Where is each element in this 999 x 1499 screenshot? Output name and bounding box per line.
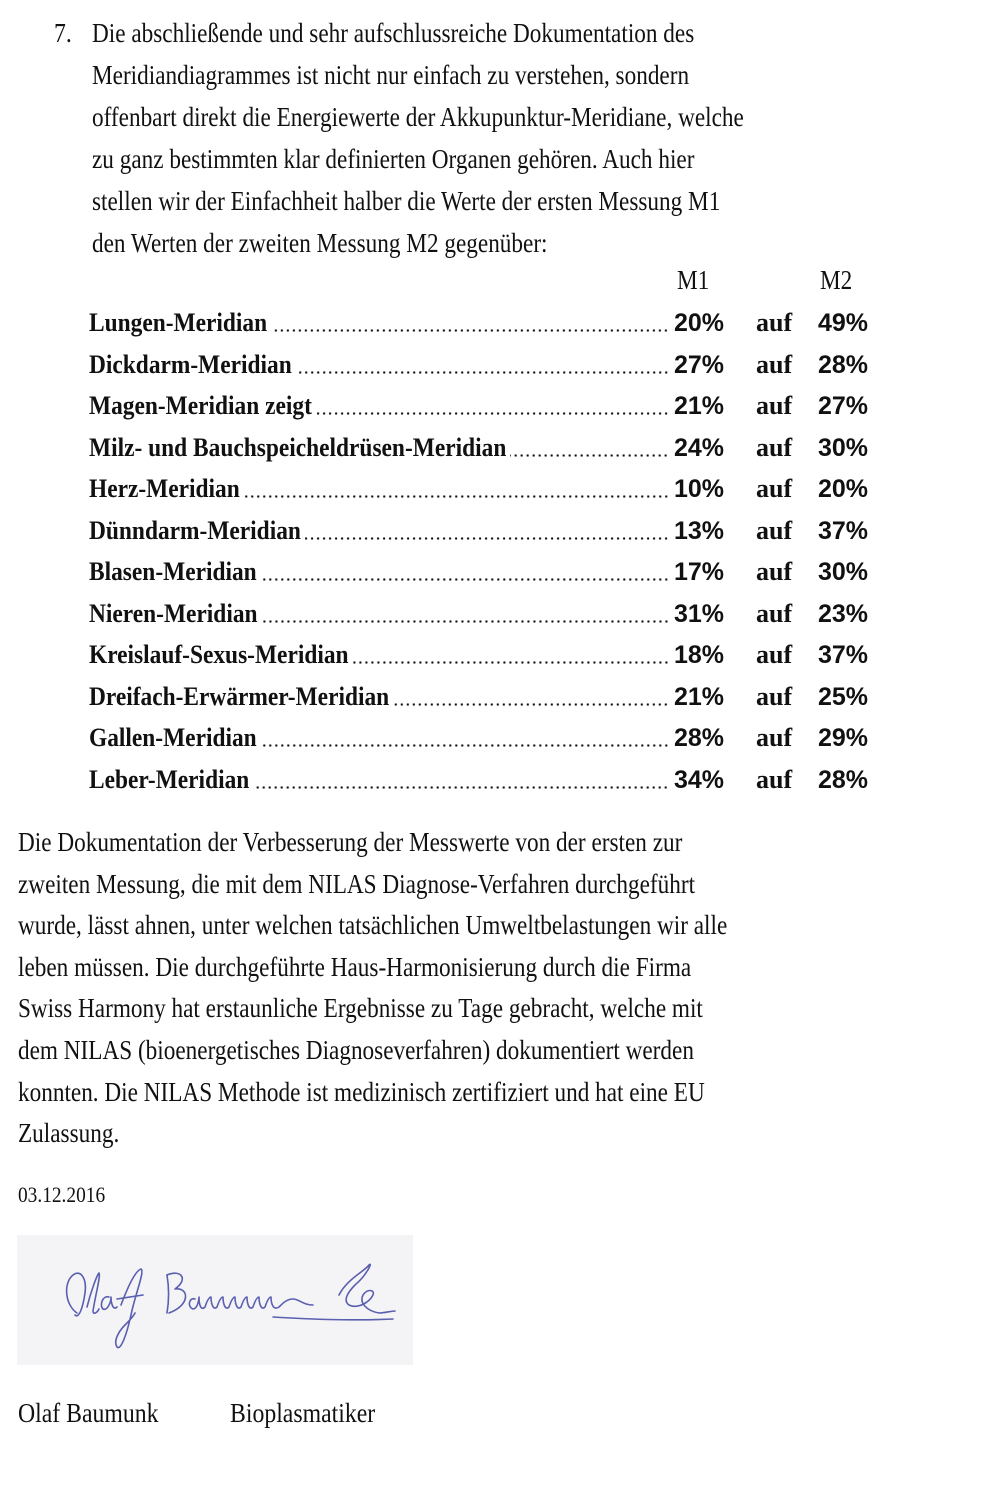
meridian-row [0, 676, 999, 718]
meridian-value-m2: 25% [818, 682, 869, 711]
signer-role: Bioplasmatiker [230, 1398, 376, 1428]
dot-leader [353, 661, 669, 664]
section-line: offenbart direkt die Energiewerte der Akkupunktur-Meridiane, welche [92, 102, 744, 132]
section-paragraph [92, 12, 961, 264]
meridian-value-m1: 28% [674, 724, 725, 752]
meridian-row [0, 302, 999, 344]
meridian-name: Milz- und Bauchspeicheldrüsen-Meridian [89, 432, 507, 462]
meridian-row [0, 344, 999, 386]
meridian-row [0, 759, 999, 801]
dot-leader [296, 371, 669, 374]
meridian-name: Magen-Meridian zeigt [89, 391, 312, 420]
meridian-separator: auf [756, 474, 793, 503]
meridian-separator: auf [756, 308, 793, 337]
dot-leader [271, 329, 669, 332]
meridian-row [0, 634, 999, 676]
meridian-value-m1: 20% [674, 309, 725, 337]
meridian-name: Dünndarm-Meridian [89, 515, 301, 545]
meridian-row [0, 468, 999, 510]
closing-line: dem NILAS (bioenergetisches Diagnoseverfahren) dokumentiert werden [18, 1034, 694, 1065]
meridian-separator: auf [756, 557, 793, 586]
dot-leader [393, 703, 669, 706]
section-line: zu ganz bestimmten klar definierten Organen gehören. Auch hier [92, 144, 695, 174]
closing-line: zweiten Messung, die mit dem NILAS Diagnose-Verfahren durchgeführt [18, 868, 696, 899]
meridian-value-m1: 13% [674, 516, 725, 545]
section-line: stellen wir der Einfachheit halber die Werte der ersten Messung M1 [92, 186, 721, 216]
meridian-name: Kreislauf-Sexus-Meridian [89, 640, 349, 669]
meridian-value-m1: 24% [674, 433, 725, 462]
meridian-name: Nieren-Meridian [89, 598, 258, 628]
column-header-m2: M2 [820, 265, 853, 295]
meridian-label [89, 593, 669, 635]
meridian-name: Blasen-Meridian [89, 557, 257, 586]
meridian-value-m1: 21% [674, 392, 725, 420]
meridian-name: Leber-Meridian [89, 764, 250, 794]
dot-leader [261, 578, 669, 581]
meridian-label [89, 344, 669, 386]
meridian-name: Dickdarm-Meridian [89, 349, 292, 379]
meridian-separator: auf [756, 681, 793, 711]
closing-line: Die Dokumentation der Verbesserung der Messwerte von der ersten zur [18, 827, 683, 857]
meridian-label [89, 385, 669, 427]
section-line: den Werten der zweiten Messung M2 gegenüber: [92, 228, 548, 258]
meridian-name: Herz-Meridian [89, 474, 240, 503]
closing-line: wurde, lässt ahnen, unter welchen tatsächlichen Umweltbelastungen wir alle [18, 910, 728, 941]
section-number: 7. [54, 18, 72, 48]
meridian-separator: auf [756, 432, 793, 462]
meridian-row [0, 717, 999, 759]
meridian-value-m2: 30% [818, 558, 869, 586]
meridian-row [0, 593, 999, 635]
meridian-value-m1: 17% [674, 558, 725, 586]
meridian-label [89, 717, 669, 759]
section-line: Meridiandiagrammes ist nicht nur einfach zu verstehen, sondern [92, 60, 690, 90]
meridian-name: Gallen-Meridian [89, 723, 257, 752]
meridian-row [0, 385, 999, 427]
meridian-value-m1: 18% [674, 641, 725, 669]
meridian-separator: auf [756, 515, 793, 545]
meridian-value-m1: 31% [674, 599, 725, 628]
meridian-value-m2: 27% [818, 392, 869, 420]
section-line: Die abschließende und sehr aufschlussreiche Dokumentation des [92, 18, 695, 48]
dot-leader [316, 412, 669, 415]
meridian-label [89, 676, 669, 718]
meridian-separator: auf [756, 391, 793, 420]
meridian-value-m2: 20% [818, 475, 869, 503]
document-date: 03.12.2016 [18, 1182, 106, 1207]
meridian-row [0, 551, 999, 593]
signer-name: Olaf Baumunk [18, 1398, 159, 1428]
closing-line: Swiss Harmony hat erstaunliche Ergebnisse zu Tage gebracht, welche mit [18, 993, 703, 1024]
meridian-row [0, 510, 999, 552]
meridian-separator: auf [756, 349, 793, 379]
meridian-row [0, 427, 999, 469]
meridian-value-m1: 27% [674, 350, 725, 379]
dot-leader [262, 620, 669, 623]
meridian-value-m2: 28% [818, 765, 869, 794]
meridian-value-m2: 37% [818, 516, 869, 545]
signature-image [17, 1235, 413, 1365]
meridian-value-m1: 10% [674, 475, 725, 503]
dot-leader [253, 786, 669, 789]
meridian-separator: auf [756, 640, 793, 669]
meridian-value-m2: 23% [818, 599, 869, 628]
handwritten-signature [17, 1235, 413, 1365]
meridian-value-m1: 34% [674, 765, 725, 794]
meridian-separator: auf [756, 764, 793, 794]
dot-leader [305, 537, 669, 540]
meridian-label [89, 468, 669, 510]
meridian-separator: auf [756, 598, 793, 628]
meridian-separator: auf [756, 723, 793, 752]
meridian-label [89, 759, 669, 801]
meridian-label [89, 634, 669, 676]
meridian-label [89, 510, 669, 552]
closing-line: Zulassung. [18, 1118, 120, 1149]
meridian-label [89, 427, 669, 469]
meridian-value-m2: 37% [818, 641, 869, 669]
dot-leader [261, 744, 669, 747]
closing-line: leben müssen. Die durchgeführte Haus-Harmonisierung durch die Firma [18, 951, 692, 982]
meridian-label [89, 302, 669, 344]
dot-leader [244, 495, 669, 498]
meridian-label [89, 551, 669, 593]
meridian-value-m2: 29% [818, 724, 869, 752]
column-header-m1: M1 [677, 265, 710, 295]
meridian-value-m2: 30% [818, 433, 869, 462]
meridian-name: Lungen-Meridian [89, 308, 268, 337]
meridian-value-m2: 49% [818, 309, 869, 337]
meridian-value-m2: 28% [818, 350, 869, 379]
dot-leader [510, 454, 669, 457]
meridian-name: Dreifach-Erwärmer-Meridian [89, 681, 390, 711]
closing-line: konnten. Die NILAS Methode ist medizinisch zertifiziert und hat eine EU [18, 1076, 705, 1107]
meridian-value-m1: 21% [674, 682, 725, 711]
closing-paragraph [18, 822, 973, 1155]
